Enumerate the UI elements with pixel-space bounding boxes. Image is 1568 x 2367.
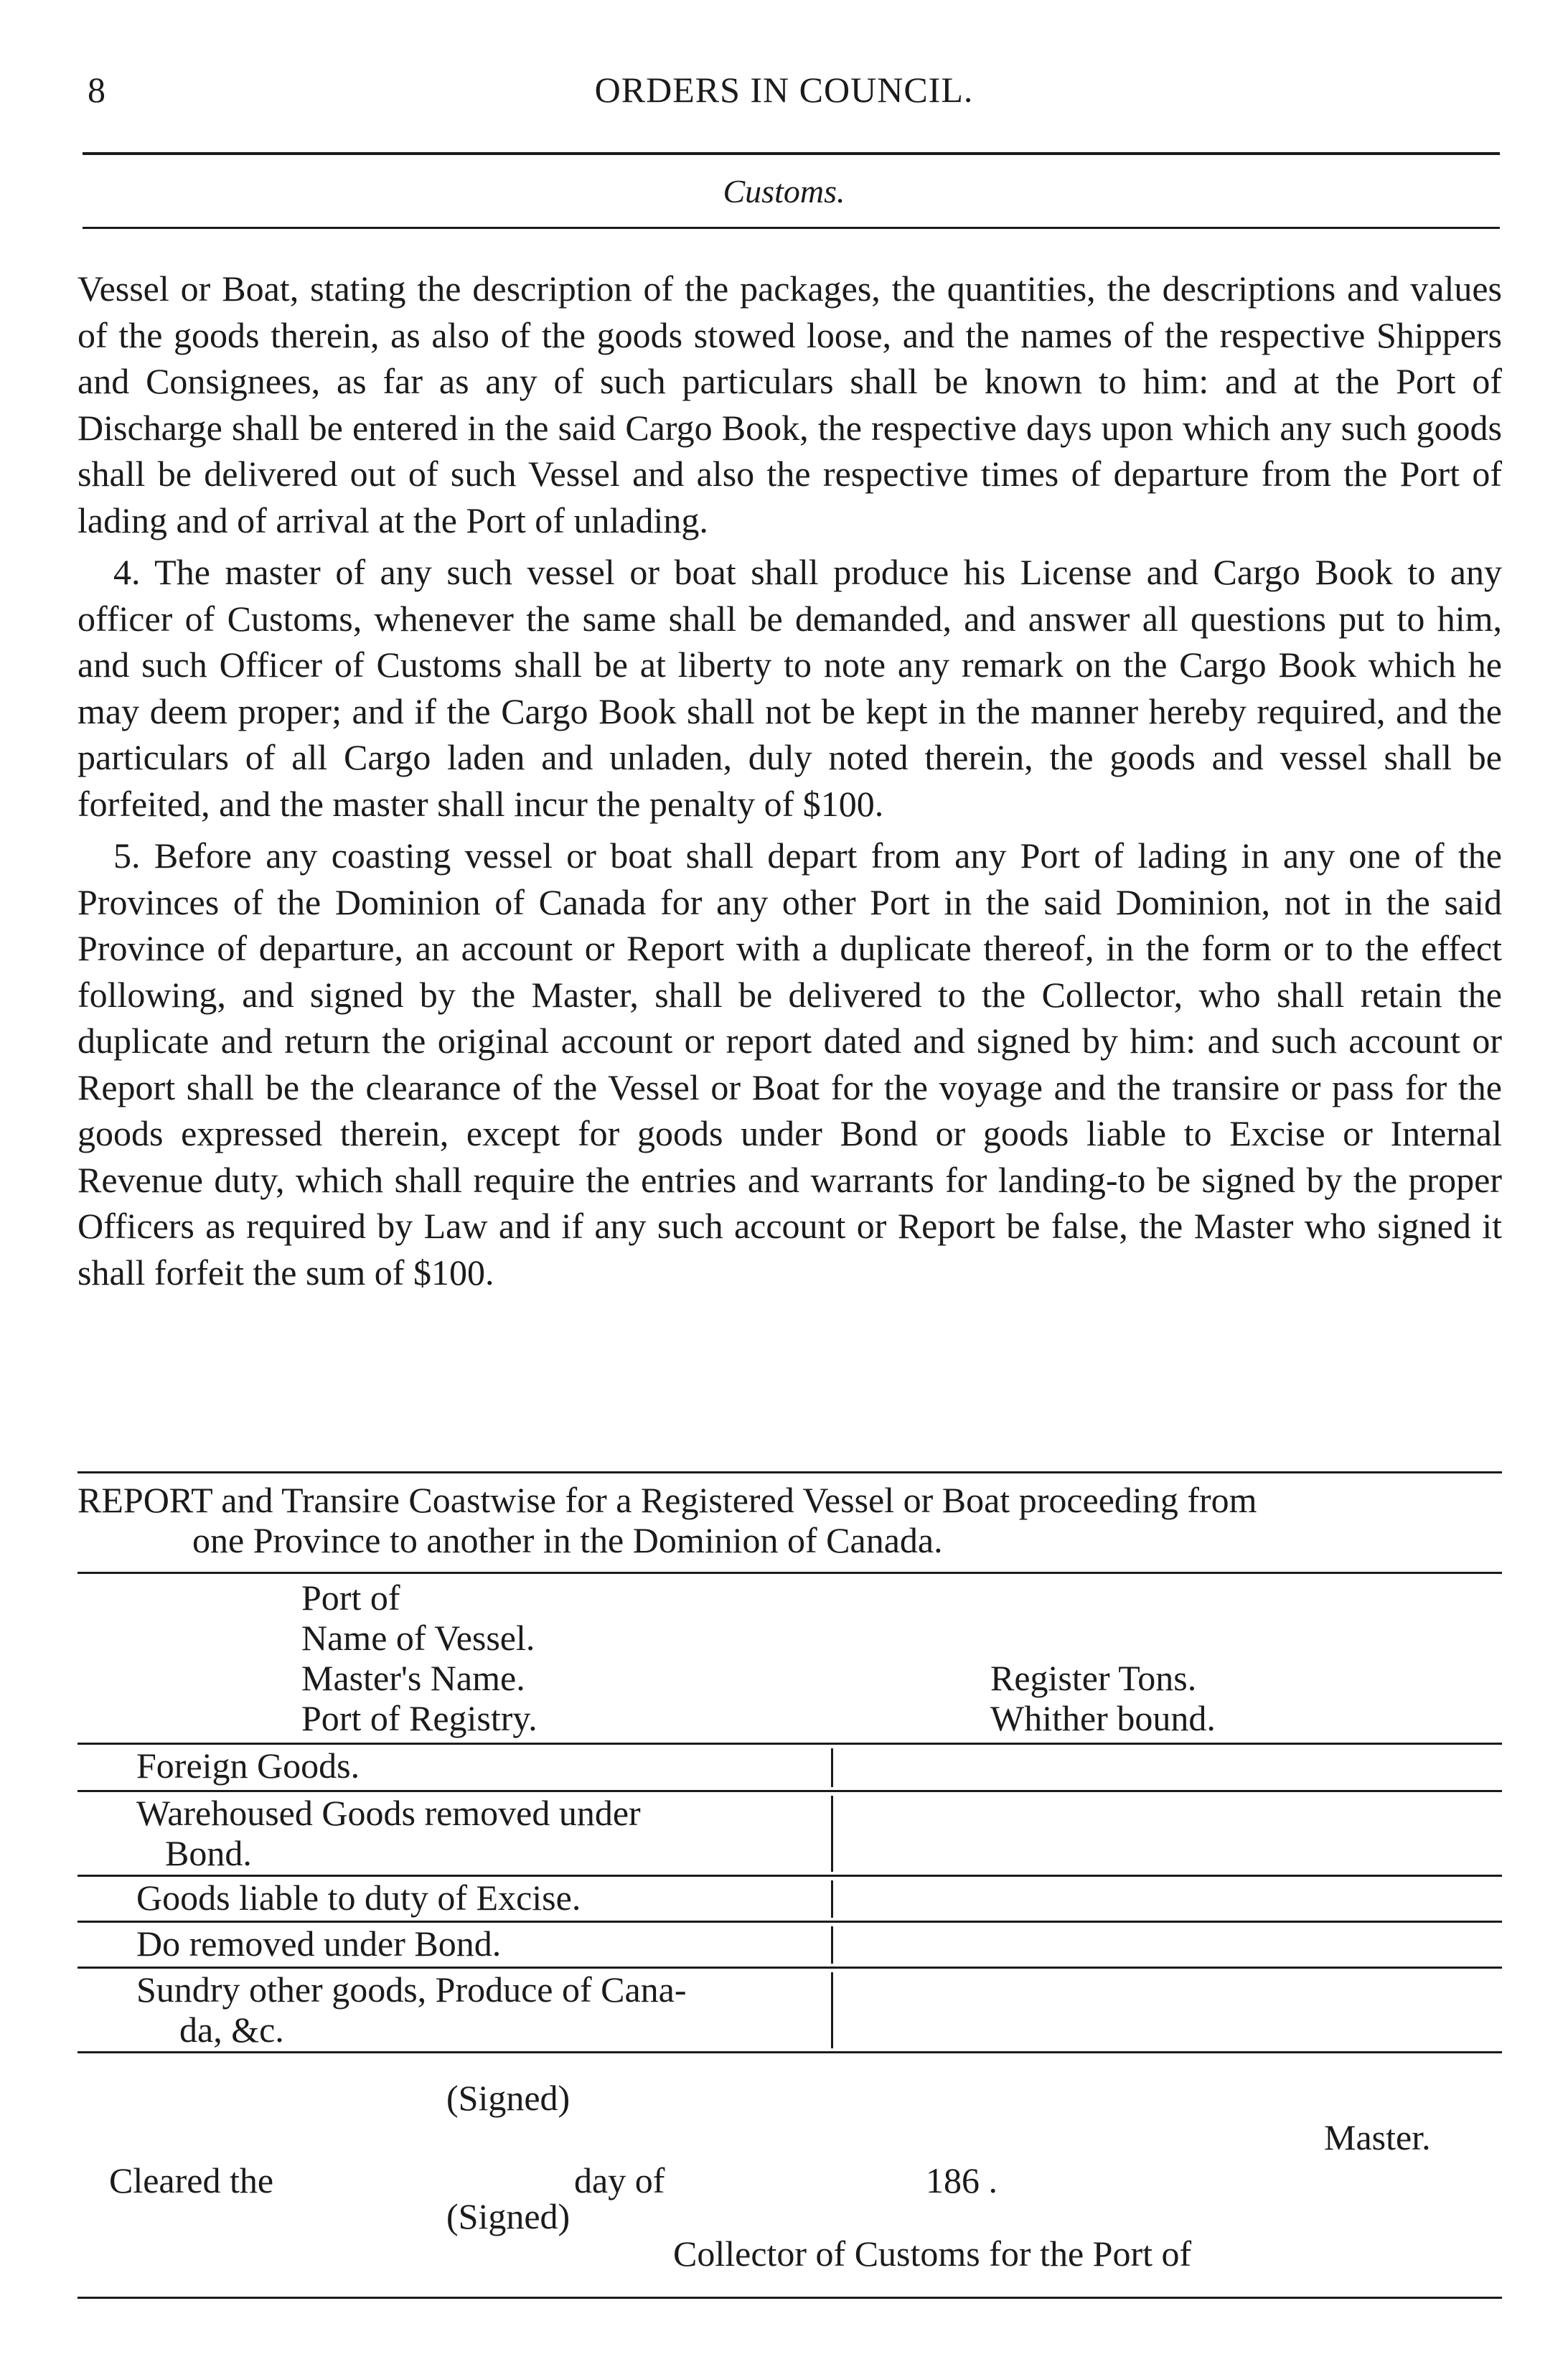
table-divider <box>831 1972 833 2048</box>
paragraph-4: 4. The master of any such vessel or boat shall produce his License and Cargo Book to any officer of Customs, whenever the same shall be demanded, and answer all questions put to him, and such Officer of Customs shall be at liberty to note any remark on the Cargo Book which he may deem proper; and if the Cargo Book shall not be kept in the manner hereby required, and the particulars of all Cargo laden and unladen, duly noted therein, the goods and vessel shall be forfeited, and the master shall incur the penalty of $100. <box>78 552 1502 824</box>
table-row-rule <box>78 1790 1502 1792</box>
paragraph-5: 5. Before any coasting vessel or boat shall depart from any Port of lading in any one of the Provinces of the Dominion of Canada for any other Port in the said Dominion, not in the said Province of departure, an account or Report with a duplicate thereof, in the form or to the effect following, and signed by the Master, shall be delivered to the Collector, who shall retain the duplicate and return the original account or report dated and signed by him: and such account or Report shall be the clearance of the Vessel or Boat for the voyage and the transire or pass for the goods expressed therein, except for goods under Bond or goods liable to Excise or Internal Revenue duty, which shall require the entries and warrants for landing-to be signed by the proper Officers as required by Law and if any such account or Report be false, the Master who signed it shall forfeit the sum of $100. <box>78 835 1502 1293</box>
page-number: 8 <box>88 70 106 110</box>
body-text <box>78 266 1502 1295</box>
form-fields-rule <box>78 1572 1502 1574</box>
row-label-continuation: Bond. <box>165 1833 252 1873</box>
row-label: Do removed under Bond. <box>136 1923 502 1964</box>
master-label: Master. <box>1324 2117 1431 2157</box>
running-title: ORDERS IN COUNCIL. <box>594 70 974 110</box>
header-rule <box>83 152 1500 155</box>
year-label: 186 . <box>926 2160 997 2200</box>
field-masters-name: Master's Name. <box>301 1658 525 1698</box>
form-fields-left <box>301 1578 537 1738</box>
form-fields-right <box>990 1658 1216 1738</box>
row-label: Foreign Goods. <box>136 1745 360 1786</box>
footer-rule <box>78 2297 1502 2299</box>
cleared-the-label: Cleared the <box>109 2160 274 2200</box>
field-port-of: Port of <box>301 1578 400 1618</box>
table-row-warehoused-goods <box>136 1793 825 1873</box>
signed-label-collector: (Signed) <box>446 2196 571 2236</box>
field-port-of-registry: Port of Registry. <box>301 1698 537 1738</box>
table-row-foreign-goods <box>136 1745 825 1786</box>
table-divider <box>831 1880 833 1918</box>
form-title-line-1: REPORT and Transire Coastwise for a Registered Vessel or Boat proceeding from <box>78 1480 1257 1520</box>
table-divider <box>831 1796 833 1872</box>
form-title-line-2: one Province to another in the Dominion of Canada. <box>192 1520 943 1560</box>
table-row-do-removed <box>136 1923 825 1964</box>
form-top-rule <box>78 1471 1502 1473</box>
form-title <box>78 1480 1502 1560</box>
row-label: Sundry other goods, Produce of Cana- <box>136 1969 687 2010</box>
collector-label: Collector of Customs for the Port of <box>673 2234 1192 2274</box>
field-name-of-vessel: Name of Vessel. <box>301 1618 535 1658</box>
paragraph-continuation: Vessel or Boat, stating the description of the packages, the quantities, the descriptions and values of the goods therein, as also of the goods stowed loose, and the names of the respective Shippers and Consignees, as far as any of such particulars shall be known to him: and at the Port of Discharge shall be entered in the said Cargo Book, the respective days upon which any such goods shall be delivered out of such Vessel and also the respective times of departure from the Port of lading and of arrival at the Port of unlading. <box>78 268 1502 540</box>
row-label <box>136 1793 825 1833</box>
row-label: Goods liable to duty of Excise. <box>136 1878 581 1918</box>
row-label-continuation: da, &c. <box>179 2010 284 2050</box>
section-rule <box>83 227 1500 229</box>
table-row-excise-goods <box>136 1878 825 1918</box>
table-top-rule <box>78 1743 1502 1745</box>
table-row-rule <box>78 1967 1502 1969</box>
table-divider <box>831 1926 833 1964</box>
table-divider <box>831 1748 833 1787</box>
table-row-rule <box>78 1875 1502 1877</box>
section-heading: Customs. <box>723 173 845 210</box>
field-register-tons: Register Tons. <box>990 1658 1197 1698</box>
day-of-label: day of <box>574 2160 665 2200</box>
table-bottom-rule <box>78 2051 1502 2053</box>
row-label-text: Warehoused Goods removed under <box>136 1793 641 1833</box>
field-whither-bound: Whither bound. <box>990 1698 1216 1738</box>
table-row-rule <box>78 1921 1502 1923</box>
signed-label-master: (Signed) <box>446 2078 571 2118</box>
table-row-sundry-goods <box>136 1969 825 2050</box>
